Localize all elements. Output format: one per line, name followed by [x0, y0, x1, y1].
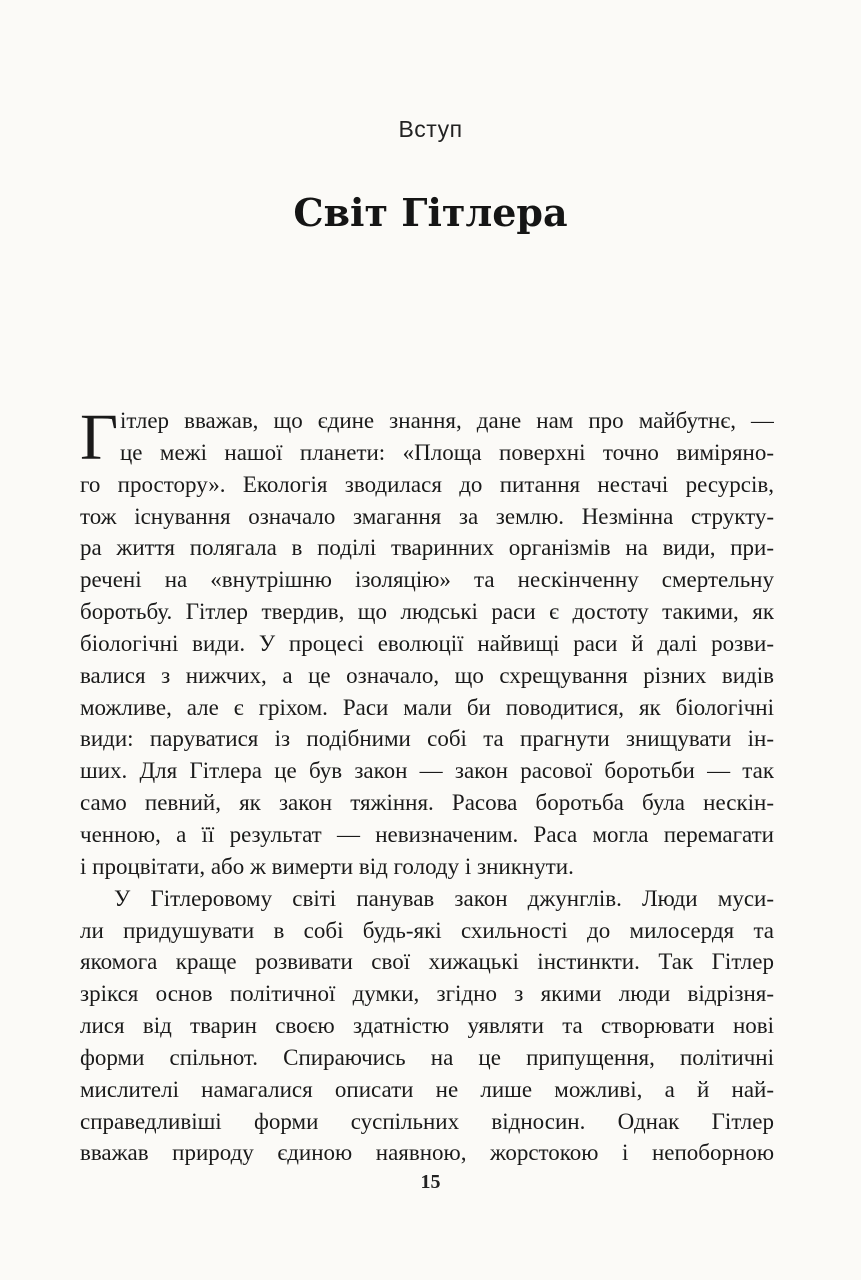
- text-line: зрікся основ політичної думки, згідно з якими люди відрізня-: [80, 981, 774, 1007]
- text-line: боротьбу. Гітлер твердив, що людські раси є достоту такими, як: [80, 599, 774, 625]
- text-line: мислителі намагалися описати не лише можливі, а й най-: [80, 1076, 774, 1102]
- text-line: ра життя полягала в поділі тваринних організмів на види, при-: [80, 535, 774, 561]
- body-text: [80, 401, 774, 1169]
- page-number: 15: [420, 1171, 441, 1193]
- text-line: якомога краще розвивати свої хижацькі інстинкти. Так Гітлер: [80, 949, 774, 975]
- text-line: тож існування означало змагання за землю. Незмінна структу-: [80, 503, 774, 529]
- text-line: го простору». Екологія зводилася до питання нестачі ресурсів,: [80, 471, 774, 497]
- text-line: це межі нашої планети: «Площа поверхні точно виміряно-: [120, 439, 774, 465]
- text-line: ітлер вважав, що єдине знання, дане нам про майбутнє, —: [120, 408, 774, 433]
- text-line: можливе, але є гріхом. Раси мали би поводитися, як біологічні: [80, 694, 774, 720]
- text-line: лися від тварин своєю здатністю уявляти та створювати нові: [80, 1013, 774, 1039]
- text-line: само певний, як закон тяжіння. Расова боротьба була нескін-: [80, 790, 774, 816]
- chapter-title: Світ Гітлера: [293, 190, 568, 235]
- text-line: форми спільнот. Спираючись на це припущення, політичні: [80, 1044, 774, 1070]
- text-line: ших. Для Гітлера це був закон — закон расової боротьби — так: [80, 758, 774, 784]
- text-line: ченною, а її результат — невизначеним. Раса могла перемагати: [80, 821, 774, 847]
- text-line: речені на «внутрішню ізоляцію» та нескінченну смертельну: [80, 567, 774, 593]
- drop-cap: Г: [80, 401, 119, 474]
- text-line: види: паруватися із подібними собі та прагнути знищувати ін-: [80, 726, 774, 752]
- text-line: біологічні види. У процесі еволюції найвищі раси й далі розви-: [80, 630, 774, 656]
- text-line: справедливіші форми суспільних відносин. Однак Гітлер: [80, 1108, 774, 1134]
- text-line: валися з нижчих, а це означало, що схрещування різних видів: [80, 662, 774, 688]
- text-line: ли придушувати в собі будь-які схильності до милосердя та: [80, 917, 774, 943]
- section-label: Вступ: [398, 116, 463, 142]
- text-line: У Гітлеровому світі панував закон джунглів. Люди муси-: [114, 885, 774, 911]
- text-line: і процвітати, або ж вимерти від голоду і зникнути.: [80, 853, 574, 879]
- text-line: вважав природу єдиною наявною, жорстокою і непоборною: [80, 1140, 774, 1166]
- paragraph-2: [80, 883, 774, 1170]
- paragraph-1: [80, 401, 774, 883]
